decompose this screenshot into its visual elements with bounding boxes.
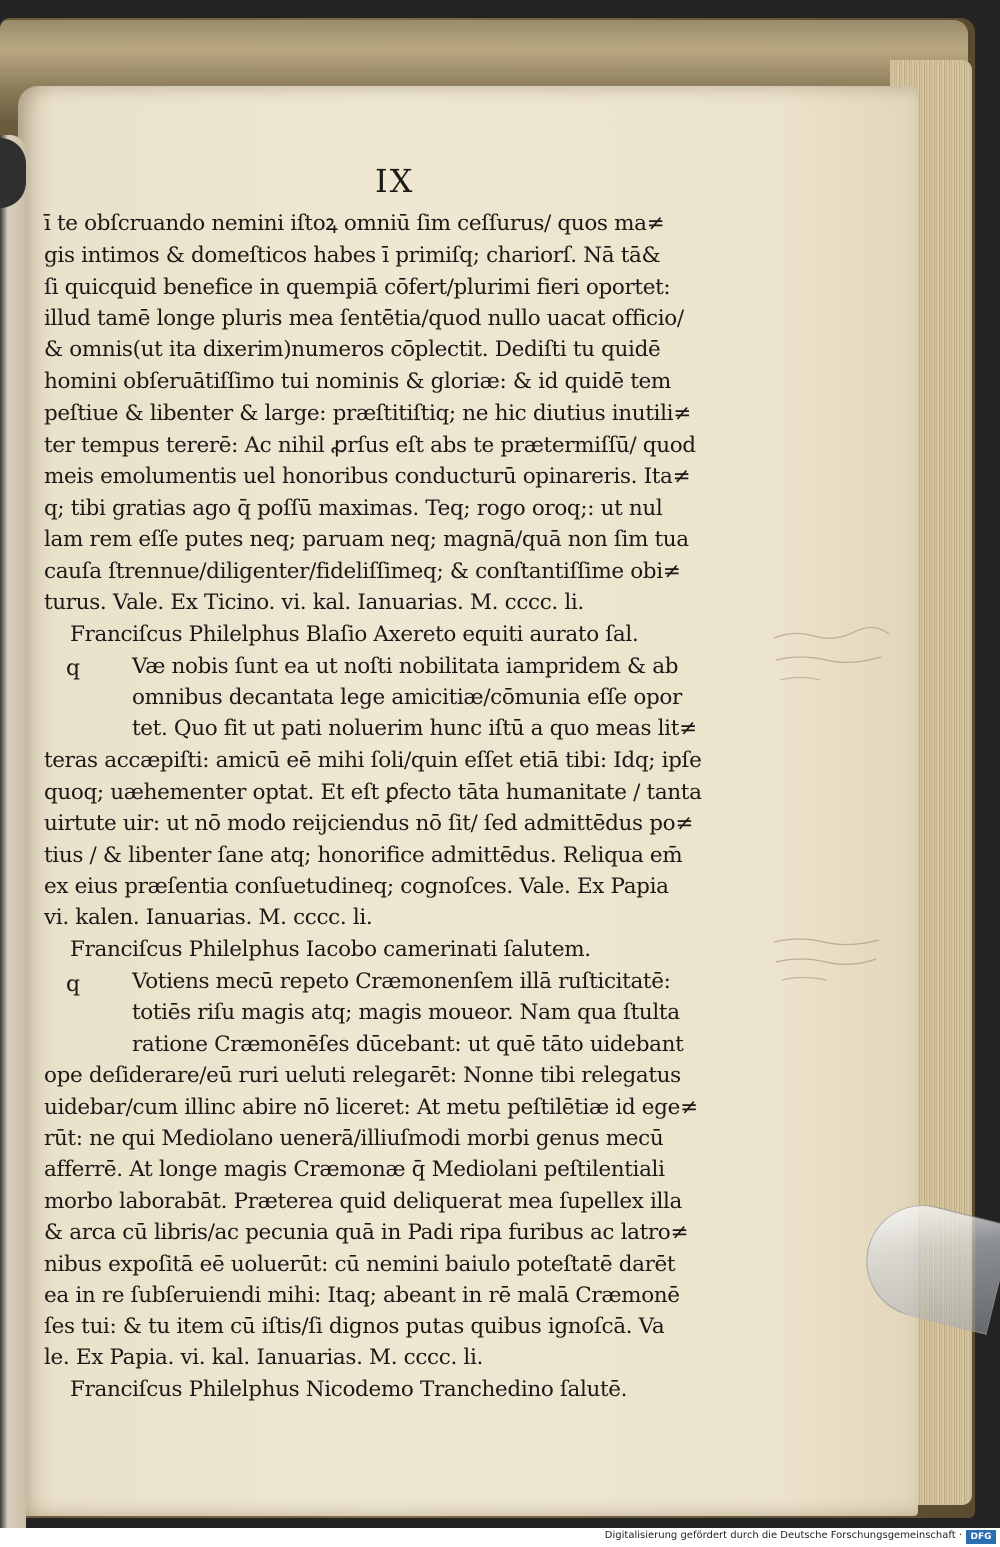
text-line: afferrē. At longe magis Cræmonæ q̄ Mediolani peſtilentiali [44, 1157, 665, 1182]
text-line: q; tibi gratias ago q̄ poſſū maximas. Teq; rogo oroq;: ut nul [44, 496, 663, 521]
text-line: ſi quicquid benefice in quempiā cōfert/plurimi fieri oportet: [44, 275, 671, 300]
text-line: homini obſeruātiſſimo tui nominis & gloriæ: & id quidē tem [44, 369, 671, 394]
text-line: ope deſiderare/eū ruri ueluti relegarēt: Nonne tibi relegatus [44, 1063, 681, 1088]
text-line: illud tamē longe pluris mea ſentētia/quod nullo uacat officio/ [44, 306, 684, 331]
left-facing-page [0, 135, 26, 1528]
guide-letter: q [66, 656, 81, 681]
text-line: nibus expoſitā eē uoluerūt: cū nemini baiulo poteſtatē darēt [44, 1252, 676, 1277]
text-line: & omnis(ut ita dixerim)numeros cōplectit. Dediſti tu quidē [44, 337, 661, 362]
text-line: tet. Quo fit ut pati noluerim hunc iſtū a quo meas lit≠ [132, 716, 697, 741]
text-line: ſes tui: & tu item cū iſtis/ſi dignos putas quibus ignoſcā. Va [44, 1314, 665, 1339]
text-line: uirtute uir: ut nō modo reijciendus nō ſit/ ſed admittēdus po≠ [44, 811, 693, 836]
text-line: peſtiue & libenter & large: præſtitiſtiq; ne hic diutius inutili≠ [44, 401, 691, 426]
text-line: ea in re ſubſeruiendi mihi: Itaq; abeant in rē malā Cræmonē [44, 1283, 680, 1308]
guide-letter: q [66, 972, 81, 997]
text-line: teras accæpiſti: amicū eē mihi ſoli/quin eſſet etiā tibi: Idq; ipſe [44, 748, 702, 773]
letter-heading: Franciſcus Philelphus Nicodemo Tranchedino ſalutē. [70, 1377, 628, 1402]
text-line: uidebar/cum illinc abire nō liceret: At metu peſtilētiæ id ege≠ [44, 1095, 698, 1120]
folio-number: IX [375, 162, 415, 200]
text-line: meis emolumentis uel honoribus conducturū opinareris. Ita≠ [44, 464, 691, 489]
footer-bar [0, 1528, 1000, 1547]
letter-heading: Franciſcus Philelphus Blaſio Axereto equiti aurato ſal. [70, 622, 639, 647]
text-line: ex eius præſentia conſuetudineq; cognoſces. Vale. Ex Papia [44, 874, 669, 899]
footer-credit: Digitalisierung gefördert durch die Deutsche Forschungsgemeinschaft · [604, 1530, 962, 1541]
text-line: ratione Cræmonēſes dūcebant: ut quē tāto uidebant [132, 1032, 684, 1057]
text-line: totiēs riſu magis atq; magis moueor. Nam qua ſtulta [132, 1000, 680, 1025]
text-line: rūt: ne qui Mediolano uenerā/illiuſmodi morbi genus mecū [44, 1126, 664, 1151]
dfg-logo: DFG [966, 1530, 996, 1544]
text-line: & arca cū libris/ac pecunia quā in Padi ripa furibus ac latro≠ [44, 1220, 689, 1245]
text-line: lam rem eſſe putes neq; paruam neq; magnā/quā non ſim tua [44, 527, 689, 552]
text-line: quoq; uæhementer optat. Et eſt ꝑfecto tāta humanitate / tanta [44, 780, 702, 805]
text-line: Votiens mecū repeto Cræmonenſem illā ruſticitatē: [132, 969, 671, 994]
text-line: morbo laborabāt. Præterea quid deliquerat mea ſupellex illa [44, 1189, 683, 1214]
text-line: omnibus decantata lege amicitiæ/cōmunia eſſe opor [132, 685, 682, 710]
text-line: ī te obſcruando nemini iſtoꝝ omniū ſim ceſſurus/ quos ma≠ [44, 211, 665, 236]
letter-heading: Franciſcus Philelphus Iacobo camerinati ſalutem. [70, 937, 591, 962]
text-line: turus. Vale. Ex Ticino. vi. kal. Ianuarias. M. cccc. li. [44, 590, 584, 615]
text-line: cauſa ſtrennue/diligenter/fideliſſimeq; & conſtantiſſime obi≠ [44, 559, 681, 584]
handwritten-marginalia [770, 930, 895, 990]
handwritten-marginalia [770, 618, 895, 698]
text-line: vi. kalen. Ianuarias. M. cccc. li. [44, 905, 373, 930]
text-line: tius / & libenter ſane atq; honorifice admittēdus. Reliqua em̄ [44, 843, 683, 868]
text-line: gis intimos & domeſticos habes ī primiſq; chariorſ. Nā tā& [44, 243, 661, 268]
text-line: Væ nobis ſunt ea ut noſti nobilitata iampridem & ab [132, 654, 679, 679]
text-line: le. Ex Papia. vi. kal. Ianuarias. M. cccc. li. [44, 1345, 483, 1370]
text-line: ter tempus tererē: Ac nihil ꝓrſus eſt abs te prætermiſſū/ quod [44, 433, 696, 458]
